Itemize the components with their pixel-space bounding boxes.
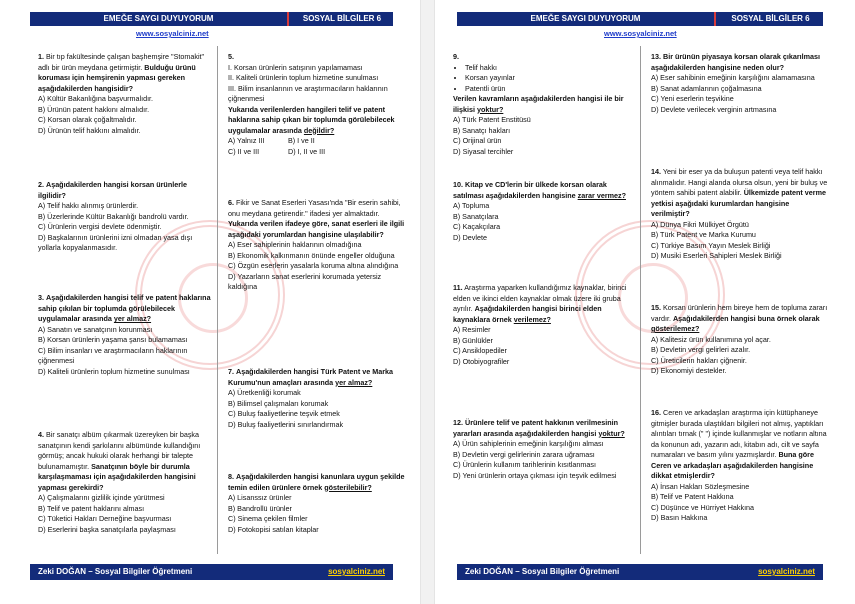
footer-site-link[interactable]: sosyalciniz.net: [758, 567, 815, 576]
footer-bar: [457, 564, 823, 580]
question-8: 8. Aşağıdakilerden hangisi kanunlara uygun şekilde temin edilen ürünlere örnek gösterilebilir? A) Lisanssız ürünler B) Bandrollü ürünler C) Sinema çekilen filmler D) Fotokopisi satılan kitaplar: [228, 472, 405, 534]
option[interactable]: A) Resimler: [453, 325, 491, 334]
option[interactable]: A) Eser sahibinin emeğinin karşılığını alamamasına: [651, 73, 815, 82]
option[interactable]: A) Çalışmalarını gizlilik içinde yürütmesi: [38, 493, 165, 502]
option[interactable]: A) Türk Patent Enstitüsü: [453, 115, 531, 124]
left-page: [0, 0, 420, 604]
option[interactable]: C) Korsan olarak çoğaltmalıdır.: [38, 115, 137, 124]
option[interactable]: C) Üreticilerin hakları çiğnenir.: [651, 355, 747, 365]
option[interactable]: A) Yalnız III: [228, 136, 265, 145]
option[interactable]: D) Eserlerini başka sanatçılarla paylaşması: [38, 524, 176, 534]
option[interactable]: A) Dünya Fikri Mülkiyet Örgütü: [651, 219, 749, 229]
question-3: 3. Aşağıdakilerden hangisi telif ve patent haklarına sahip çıkılan bir toplumda görülebilecek uygulamalar arasında yer almaz? A) Sanatın ve sanatçının korunması B) Korsan ürünlerin yaşama şansı bulamaması C) Bilim insanları ve araştırmacıların haklarının çiğnenmesi D) Kaliteli ürünlerin toplum hizmetine sunulması: [38, 293, 216, 377]
question-16: 16. Ceren ve arkadaşları araştırma için kütüphaneye gitmişler burada ulaştıkları bilgileri not almış, yaptıkları alıntıları tırnak (" ") içinde kullanmışlar ve notların altına da konunun adı, yazarın adı, kitabın adı, cilt ve sayfa numaraları ve basım yılını yazmışlardır. Buna göre Ceren ve arkadaşları aşağıdakilerden hangisine dikkat etmişlerdir? A) İnsan Hakları Sözleşmesine B) Telif ve Patent Hakkına C) Düşünce ve Hürriyet Hakkına D) Basın Hakkına: [651, 408, 829, 524]
footer-author: Zeki DOĞAN – Sosyal Bilgiler Öğretmeni: [465, 567, 620, 576]
header-subject: SOSYAL BİLGİLER 6: [302, 14, 382, 23]
option[interactable]: D) Yazarların sanat eserlerini korumada yetersiz kaldığına: [228, 271, 382, 291]
option[interactable]: B) Ürünün patent hakkını almalıdır.: [38, 104, 150, 114]
question-2: 2. Aşağıdakilerden hangisi korsan ürünlerle ilgilidir? A) Telif hakkı alınmış ürünlerdir. B) Üzerlerinde Kültür Bakanlığı bandrolü vardır. C) Ürünlerin vergisi devlete ödenmiştir. D) Başkalarının ürünlerini izni olmadan yasa dışı yollarla kopyalanmasıdır.: [38, 180, 216, 254]
question-13: 13. Bir ürünün piyasaya korsan olarak çıkarılması aşağıdakilerden hangisine neden olur? A) Eser sahibinin emeğinin karşılığını alamamasına B) Sanat adamlarının çoğalmasına C) Yeni eserlerin teşvikine D) Devlete verilecek verginin artmasına: [651, 52, 829, 115]
website-link[interactable]: www.sosyalciniz.net: [604, 29, 677, 38]
option[interactable]: D) Ekonomiyi destekler.: [651, 366, 727, 375]
option[interactable]: D) Devlete verilecek verginin artmasına: [651, 104, 777, 114]
option[interactable]: A) Üretkenliği korumak: [228, 388, 301, 397]
option[interactable]: A) Lisanssız ürünler: [228, 493, 292, 502]
question-10: 10. Kitap ve CD'lerin bir ülkede korsan olarak satılması aşağıdakilerden hangisine zarar vermez? A) Topluma B) Sanatçılara C) Kaçakçılara D) Devlete: [453, 180, 631, 243]
option[interactable]: B) Sanatçı hakları: [453, 125, 511, 135]
header-bar: [30, 12, 393, 26]
option[interactable]: B) Bandrollü ürünler: [228, 503, 292, 513]
option[interactable]: D) Devlete: [453, 232, 487, 242]
question-15: 15. Korsan ürünlerin hem bireye hem de topluma zararı vardır. Aşağıdakilerden hangisi buna örnek olarak gösterilemez? A) Kalitesiz ürün kullanımına yol açar. B) Devletin vergi gelirleri azalır. C) Üreticilerin hakları çiğnenir. D) Ekonomiyi destekler.: [651, 303, 828, 375]
option[interactable]: D) Kaliteli ürünlerin toplum hizmetine sunulması: [38, 366, 190, 376]
website-link[interactable]: www.sosyalciniz.net: [136, 29, 209, 38]
option[interactable]: D) Başkalarının ürünlerini izni olmadan yasa dışı yollarla kopyalanmasıdır.: [38, 232, 193, 252]
option[interactable]: A) Kültür Bakanlığına başvurmalıdır.: [38, 94, 154, 103]
question-6: 6. Fikir ve Sanat Eserleri Yasası'nda "Bir eserin sahibi, onu meydana getirendir." ifadesi yer almaktadır. Yukarıda verilen ifadeye göre, sanat eserleri ile ilgili aşağıdaki yorumlardan hangisine ulaşılabilir? A) Eser sahiplerinin haklarının olmadığına B) Ekonomik kalkınmanın önünde engeller olduğuna C) Özgün eserlerin yasalarla koruma altına alındığına D) Yazarların sanat eserlerini korumada yetersiz kaldığına: [228, 198, 405, 291]
header-title: EMEĞE SAYGI DUYUYORUM: [530, 14, 641, 23]
option[interactable]: B) Günlükler: [453, 335, 493, 345]
question-9: 9. • Telif hakkı • Korsan yayınlar • Patentli ürün Verilen kavramların aşağıdakilerden hangisi ile bir ilişkisi yoktur? A) Türk Patent Enstitüsü B) Sanatçı hakları C) Orijinal ürün D) Siyasal tercihler: [453, 52, 631, 157]
header-title: EMEĞE SAYGI DUYUYORUM: [103, 14, 214, 23]
option[interactable]: C) Ürünlerin vergisi devlete ödenmiştir.: [38, 222, 162, 231]
option[interactable]: B) Üzerlerinde Kültür Bakanlığı bandrolü vardır.: [38, 211, 189, 221]
option[interactable]: D) Otobiyografiler: [453, 356, 510, 366]
option[interactable]: A) Sanatın ve sanatçının korunması: [38, 324, 153, 334]
option[interactable]: A) Telif hakkı alınmış ürünlerdir.: [38, 201, 139, 210]
option[interactable]: C) Sinema çekilen filmler: [228, 514, 308, 523]
footer-site-link[interactable]: sosyalciniz.net: [328, 567, 385, 576]
option[interactable]: D) Siyasal tercihler: [453, 146, 514, 156]
option[interactable]: B) Sanat adamlarının çoğalmasına: [651, 83, 762, 93]
option[interactable]: B) Türk Patent ve Marka Kurumu: [651, 230, 756, 239]
column-divider: [640, 46, 641, 554]
option[interactable]: D) Ürünün telif hakkını almalıdır.: [38, 125, 141, 135]
header-subject: SOSYAL BİLGİLER 6: [731, 14, 810, 23]
option[interactable]: A) Eser sahiplerinin haklarının olmadığına: [228, 240, 362, 249]
option[interactable]: D) Musiki Eserleri Sahipleri Meslek Birliği: [651, 251, 782, 260]
footer-author: Zeki DOĞAN – Sosyal Bilgiler Öğretmeni: [38, 567, 193, 576]
option[interactable]: C) Buluş faaliyetlerine teşvik etmek: [228, 409, 340, 418]
option[interactable]: D) Basın Hakkına: [651, 513, 708, 522]
option[interactable]: C) Özgün eserlerin yasalarla koruma altına alındığına: [228, 261, 399, 270]
option[interactable]: C) Yeni eserlerin teşvikine: [651, 94, 734, 103]
question-7: 7. Aşağıdakilerden hangisi Türk Patent ve Marka Kurumu'nun amaçları arasında yer almaz? A) Üretkenliği korumak B) Bilimsel çalışmaları korumak C) Buluş faaliyetlerine teşvik etmek D) Buluş faaliyetlerini sınırlandırmak: [228, 367, 406, 430]
option[interactable]: C) Tüketici Hakları Derneğine başvurması: [38, 514, 172, 523]
option[interactable]: C) II ve III: [228, 146, 260, 156]
question-11: 11. Araştırma yaparken kullandığımız kaynaklar, birinci elden ve ikinci elden kaynaklar olmak üzere iki gruba ayrılır. Aşağıdakilerden hangisi birinci elden kaynaklara örnek verilemez? A) Resimler B) Günlükler C) Ansiklopediler D) Otobiyografiler: [453, 283, 631, 367]
option[interactable]: D) I, II ve III: [288, 146, 326, 156]
page-gap: [420, 0, 435, 604]
option[interactable]: C) Ansiklopediler: [453, 346, 507, 355]
option[interactable]: B) Telif ve Patent Hakkına: [651, 492, 734, 501]
question-14: 14. Yeni bir eser ya da buluşun patenti veya telif hakkı alınmalıdır. Hangi alanda olursa olsun, yeni bir buluş ve yöntem sahibi patent alabilir. Ülkemizde patent verme yetkisi aşağıdaki kurumlardan hangisine verilmiştir? A) Dünya Fikri Mülkiyet Örgütü B) Türk Patent ve Marka Kurumu C) Türkiye Basım Yayın Meslek Birliği D) Musiki Eserleri Sahipleri Meslek Birliği: [651, 167, 828, 260]
right-page: [435, 0, 855, 604]
option[interactable]: B) Devletin vergi gelirleri azalır.: [651, 345, 751, 354]
option[interactable]: A) Ürün sahiplerinin emeğinin karşılığını alması: [453, 439, 604, 448]
footer-bar: [30, 564, 393, 580]
option[interactable]: A) Topluma: [453, 201, 490, 210]
option[interactable]: D) Yeni ürünlerin ortaya çıkması için teşvik edilmesi: [453, 470, 617, 480]
option[interactable]: B) Korsan ürünlerin yaşama şansı bulamaması: [38, 335, 188, 344]
option[interactable]: B) Telif ve patent haklarını alması: [38, 503, 145, 513]
option[interactable]: B) Devletin vergi gelirlerinin zarara uğraması: [453, 449, 595, 459]
option[interactable]: C) Düşünce ve Hürriyet Hakkına: [651, 502, 755, 512]
option[interactable]: C) Türkiye Basım Yayın Meslek Birliği: [651, 240, 771, 250]
question-5: 5. I. Korsan ürünlerin satışının yapılamaması II. Kaliteli ürünlerin toplum hizmetine sunulması III. Bilim insanlarının ve araştırmacıların haklarının çiğnenmesi Yukarıda verilenlerden hangileri telif ve patent haklarına sahip çıkan bir toplumda görülebilecek uygulamalar arasında değildir? A) Yalnız III B) I ve II C) II ve III D) I, II ve III: [228, 52, 395, 156]
question-12: 12. Ürünlere telif ve patent hakkının verilmesinin yararları arasında aşağıdakilerden hangisi yoktur? A) Ürün sahiplerinin emeğinin karşılığını alması B) Devletin vergi gelirlerinin zarara uğraması C) Ürünlerin kullanım tarihlerinin kısıtlanması D) Yeni ürünlerin ortaya çıkması için teşvik edilmesi: [453, 418, 631, 481]
header-bar: [457, 12, 823, 26]
question-1: 1. Bir tıp fakültesinde çalışan başhemşire "Stomakit" adlı bir ürün meydana getirmiştir. Bulduğu ürünü koruması için hemşirenin yapması gereken aşağıdakilerden hangisidir? A) Kültür Bakanlığına başvurmalıdır. B) Ürünün patent hakkını almalıdır. C) Korsan olarak çoğaltmalıdır. D) Ürünün telif hakkını almalıdır.: [38, 52, 216, 136]
option[interactable]: A) Kalitesiz ürün kullanımına yol açar.: [651, 334, 771, 344]
option[interactable]: C) Ürünlerin kullanım tarihlerinin kısıtlanması: [453, 460, 596, 469]
option[interactable]: B) I ve II: [288, 136, 315, 145]
option[interactable]: C) Kaçakçılara: [453, 222, 501, 231]
option[interactable]: D) Fotokopisi satılan kitaplar: [228, 524, 319, 534]
option[interactable]: B) Bilimsel çalışmaları korumak: [228, 398, 329, 408]
option[interactable]: C) Orijinal ürün: [453, 136, 502, 145]
option[interactable]: C) Bilim insanları ve araştırmacıların haklarının çiğnenmesi: [38, 345, 188, 365]
column-divider: [217, 46, 218, 554]
option[interactable]: B) Sanatçılara: [453, 211, 499, 221]
option[interactable]: B) Ekonomik kalkınmanın önünde engeller olduğuna: [228, 250, 395, 260]
option[interactable]: D) Buluş faaliyetlerini sınırlandırmak: [228, 419, 344, 429]
option[interactable]: A) İnsan Hakları Sözleşmesine: [651, 481, 750, 491]
question-4: 4. Bir sanatçı albüm çıkarmak üzereyken bir başka sanatçının kendi şarkılarını albümünde kullandığını görmüş; ancak hukuki olarak herhangi bir talepte bulunamamıştır. Sanatçının böyle bir durumla karşılaşmaması için aşağıdakilerden hangisini yapması gerekirdi? A) Çalışmalarını gizlilik içinde yürütmesi B) Telif ve patent haklarını alması C) Tüketici Hakları Derneğine başvurması D) Eserlerini başka sanatçılarla paylaşması: [38, 430, 216, 535]
